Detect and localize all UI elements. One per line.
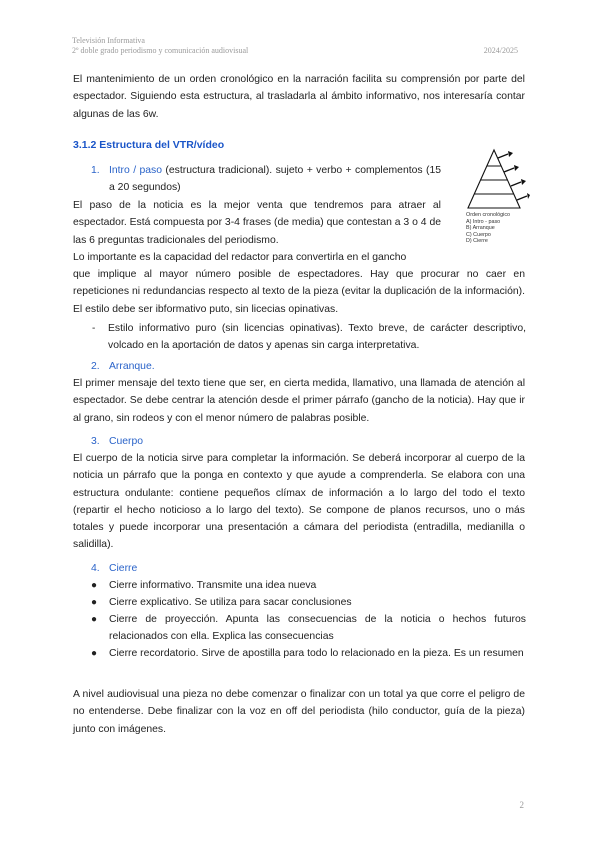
page-number: 2 [519, 800, 524, 810]
pyramid-arrow-a [498, 154, 508, 158]
pyramid-arrow-c [511, 182, 521, 186]
legend-item: C) Cuerpo [466, 231, 491, 238]
bullet-item: Cierre de proyección. Apunta las consecuencias de la noticia o hechos futuros relacionados con ella. Explica las consecuencias [109, 614, 526, 643]
pyramid-arrow-d [517, 196, 527, 200]
item-2-title: Arranque. [109, 361, 155, 372]
bullet-item: Cierre recordatorio. Sirve de apostilla para todo lo relacionado en la pieza. Es un resumen [109, 648, 524, 659]
header-year: 2024/2025 [483, 46, 518, 55]
bullet-marker: ● [91, 648, 98, 659]
item-1-paragraph-2a: Lo importante es la capacidad del redactor para convertirla en el gancho [73, 252, 407, 263]
legend-title: Orden cronológico [466, 212, 511, 218]
item-2-paragraph: El primer mensaje del texto tiene que ser, en cierta medida, llamativo, una llamada de atención al espectador. Se debe centrar la atención desde el primer párrafo (gancho de la noticia). Hay que ir al grano, sin rodeos y con el menor número de palabras posible. [73, 378, 525, 424]
bullet-marker: ● [91, 597, 98, 608]
item-4-title: Cierre [109, 563, 138, 574]
item-1-paragraph-2b: que implique al mayor número posible de espectadores. Hay que procurar no caer en repeticiones ni redundancias respecto al texto de la pieza (evitar la duplicación de la información). El estilo debe ser ibformativo puto, sin licecias opinativas. [73, 269, 525, 315]
legend-item: B) Arranque [466, 225, 495, 232]
bullet-item: Cierre informativo. Transmite una idea nueva [109, 580, 317, 591]
item-1-heading [109, 162, 441, 197]
item-4-number: 4. [91, 563, 100, 574]
item-2-number: 2. [91, 361, 100, 372]
bullet-item: Cierre explicativo. Se utiliza para sacar conclusiones [109, 597, 352, 608]
legend-item: A) Intro - paso [466, 218, 501, 225]
pyramid-legend [466, 212, 510, 245]
item-1-title: Intro / paso [109, 165, 163, 176]
bullet-marker: ● [91, 580, 98, 591]
bullet-marker: ● [91, 614, 98, 625]
pyramid-arrows [498, 154, 527, 200]
item-3-number: 3. [91, 436, 100, 447]
running-header [72, 36, 248, 56]
section-title: 3.1.2 Estructura del VTR/vídeo [73, 139, 225, 151]
closing-paragraph: A nivel audiovisual una pieza no debe comenzar o finalizar con un total ya que corre el peligro de no entenderse. Debe finalizar con la voz en off del periodista (hilo conductor, guía de la pieza) junto con imágenes. [73, 689, 525, 735]
header-degree: 2º doble grado periodismo y comunicación audiovisual [72, 46, 249, 55]
pyramid-arrow-b [504, 168, 514, 172]
pyramid-outline [468, 150, 520, 208]
legend-item: D) Cierre [466, 238, 488, 245]
item-1-paragraph-1: El paso de la noticia es la mejor venta que tendremos para atraer al espectador. Está compuesta por 3-4 frases (de media) que contestan a 3 o 4 de las 6 preguntas tradicionales del periodismo. [73, 200, 441, 246]
item-1-description: (estructura tradicional). sujeto + verbo + complementos (15 a 20 segundos) [109, 165, 442, 194]
pyramid-arrowheads [508, 151, 530, 199]
item-3-title: Cuerpo [109, 436, 144, 447]
dash-marker: - [92, 323, 96, 334]
item-1-number: 1. [91, 165, 100, 176]
item-3-paragraph: El cuerpo de la noticia sirve para completar la información. Se deberá incorporar al cuerpo de la noticia un párrafo que la ponga en contexto y que ayude a comprenderla. Se elabora con una estructura ondulante: contiene pequeños clímax de información a lo largo del todo el texto (repartir el hecho noticioso a lo largo del texto). Se compone de planos recursos, uno o más totales y puede incorporar una presentación a cámara del periodista (entradilla, medianilla o salidilla). [73, 453, 525, 551]
header-course: Televisión Informativa [72, 36, 145, 45]
item-1-dash-text: Estilo informativo puro (sin licencias opinativas). Texto breve, de carácter descriptivo, volcado en la aportación de datos y apenas sin carga interpretativa. [108, 323, 526, 352]
intro-paragraph: El mantenimiento de un orden cronológico en la narración facilita su comprensión por parte del espectador. Siguiendo esta estructura, al trasladarla al ámbito informativo, nos interesaría contar algunas de las 6w. [73, 74, 525, 120]
